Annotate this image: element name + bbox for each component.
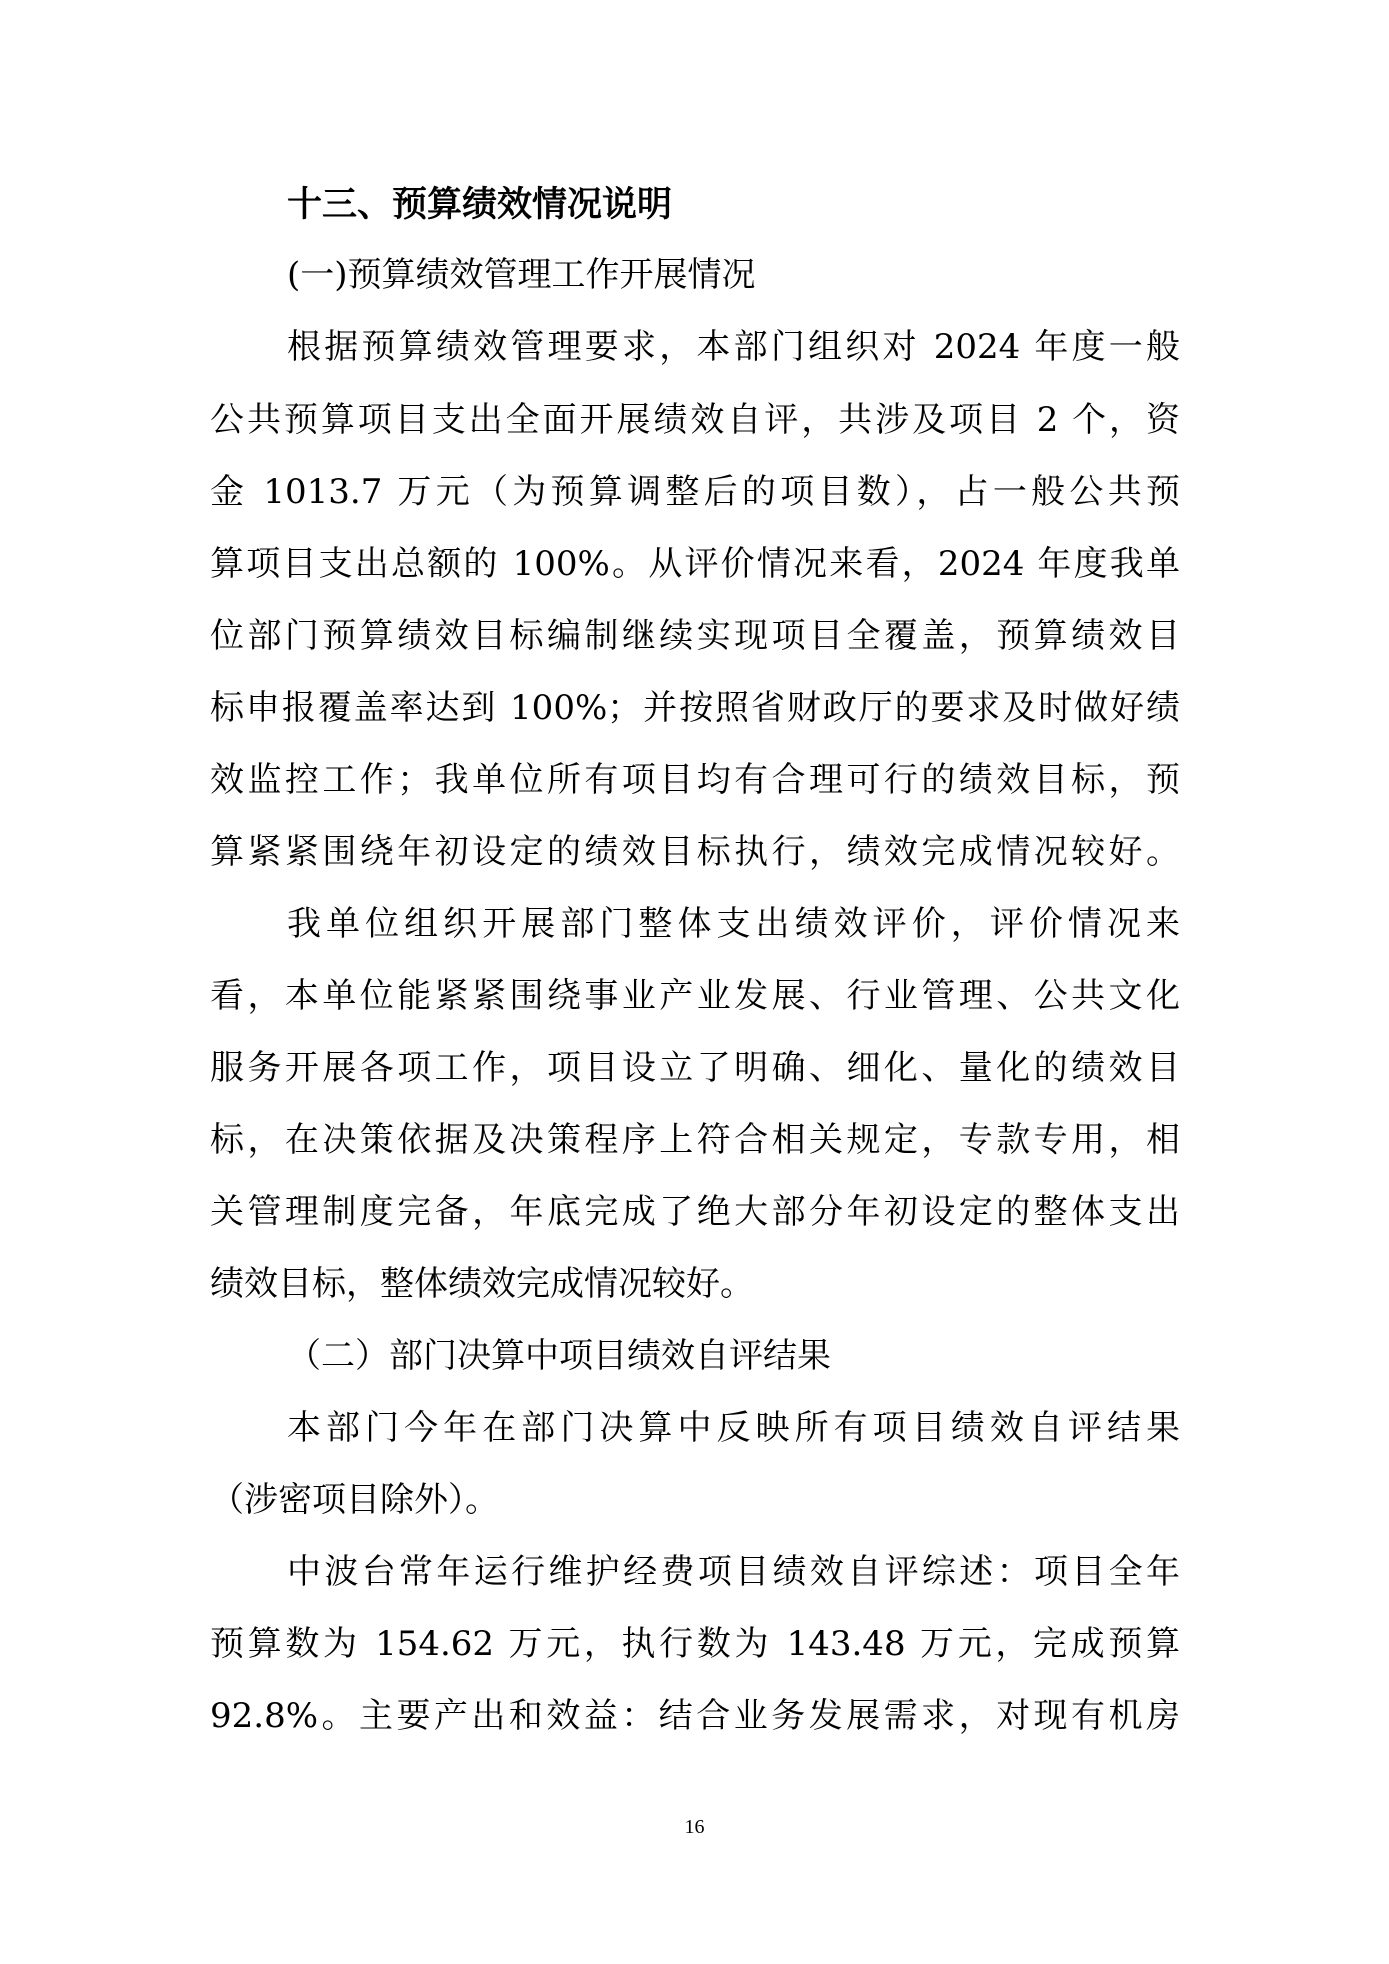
paragraph-line: 算项目支出总额的 100%。从评价情况来看，2024 年度我单: [210, 544, 1180, 584]
paragraph-line: 本部门今年在部门决算中反映所有项目绩效自评结果: [287, 1408, 1180, 1448]
paragraph-line: 金 1013.7 万元（为预算调整后的项目数），占一般公共预: [210, 472, 1180, 512]
paragraph-line: 位部门预算绩效目标编制继续实现项目全覆盖，预算绩效目: [210, 616, 1180, 656]
main-heading: 十三、预算绩效情况说明: [287, 185, 673, 225]
paragraph-line: 看，本单位能紧紧围绕事业产业发展、行业管理、公共文化: [210, 976, 1180, 1016]
paragraph-line: 算紧紧围绕年初设定的绩效目标执行，绩效完成情况较好。: [210, 832, 1180, 872]
paragraph-line: 服务开展各项工作，项目设立了明确、细化、量化的绩效目: [210, 1048, 1180, 1088]
section-2-title: （二）部门决算中项目绩效自评结果: [287, 1336, 831, 1376]
paragraph-line: 标，在决策依据及决策程序上符合相关规定，专款专用，相: [210, 1120, 1180, 1160]
paragraph-line: 中波台常年运行维护经费项目绩效自评综述：项目全年: [287, 1552, 1180, 1592]
section-1-title: (一)预算绩效管理工作开展情况: [287, 255, 756, 295]
paragraph-line: 92.8%。主要产出和效益：结合业务发展需求，对现有机房: [210, 1696, 1180, 1736]
page-number: 16: [684, 1816, 705, 1838]
paragraph-line: 公共预算项目支出全面开展绩效自评，共涉及项目 2 个，资: [210, 400, 1180, 440]
paragraph-line: 关管理制度完备，年底完成了绝大部分年初设定的整体支出: [210, 1192, 1180, 1232]
paragraph-line: （涉密项目除外）。: [210, 1480, 499, 1520]
paragraph-line: 标申报覆盖率达到 100%；并按照省财政厅的要求及时做好绩: [210, 688, 1180, 728]
paragraph-line: 绩效目标，整体绩效完成情况较好。: [210, 1264, 754, 1304]
paragraph-line: 预算数为 154.62 万元，执行数为 143.48 万元，完成预算: [210, 1624, 1180, 1664]
paragraph-line: 根据预算绩效管理要求，本部门组织对 2024 年度一般: [287, 327, 1180, 367]
paragraph-line: 效监控工作；我单位所有项目均有合理可行的绩效目标，预: [210, 760, 1180, 800]
paragraph-line: 我单位组织开展部门整体支出绩效评价，评价情况来: [287, 904, 1180, 944]
